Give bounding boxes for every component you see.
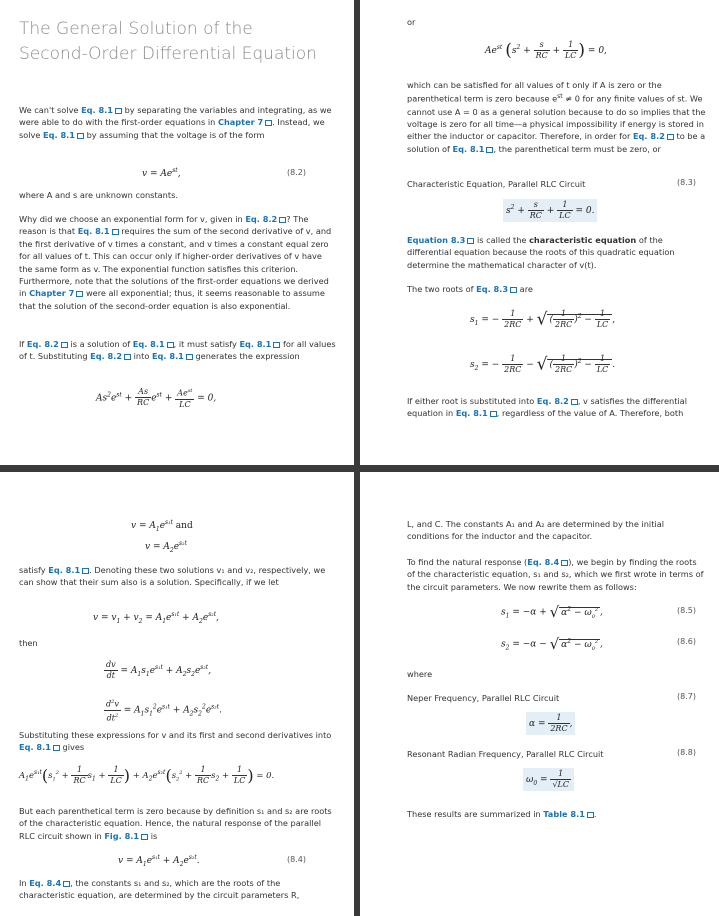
equation-caption: Neper Frequency, Parallel RLC Circuit [407, 693, 560, 703]
figure-link[interactable]: Fig. 8.1 [104, 830, 140, 841]
equation-link[interactable]: Eq. 8.1 [43, 129, 75, 140]
page-pane-2 [360, 0, 719, 465]
equation-link[interactable]: Eq. 8.1 [239, 339, 272, 349]
external-link-icon [571, 399, 578, 405]
equation-link[interactable]: Eq. 8.1 [19, 742, 51, 753]
external-link-icon [186, 354, 193, 360]
external-link-icon [76, 291, 83, 297]
equation-number: (8.4) [287, 855, 306, 864]
external-link-icon [112, 229, 119, 235]
combined-equation: $A_1e^{s_1t}(s_1^2$ + $\frac{1}{RC}$ $s_1$ + $\frac{1}{LC}$ ) + $A_2e^{s_2t}(s_2^2$ + $\frac{1}{RC}$ $s_2$ + $\frac{1}{LC}$ ) = 0. [19, 765, 275, 785]
table-link[interactable]: Table 8.1 [543, 809, 585, 819]
equation-link[interactable]: Eq. 8.2 [536, 396, 569, 406]
paragraph: or [407, 17, 416, 27]
root-s2-equation: $s_2$ = − $\frac{1}{2RC}$ − √ ( $\frac{1}{2RC}$ )$^2$ − $\frac{1}{LC}$ . [470, 354, 616, 375]
paragraph: L, and C. The constants A₁ and A₂ are determined by the initial conditions for the inductor and the capacitor. [407, 519, 664, 542]
page-pane-4 [360, 472, 719, 916]
equation-link[interactable]: Eq. 8.1 [132, 339, 165, 349]
paragraph: where [407, 669, 433, 679]
natural-response-equation: $v = A_1e^{s_1t} + A_2e^{s_2t}$. [118, 854, 200, 868]
equation-number: (8.2) [287, 168, 306, 177]
equation-number: (8.5) [677, 606, 696, 615]
paragraph: Substituting these expressions for v and its first and second derivatives into Eq. 8.1 gives [19, 730, 332, 753]
equation-8-5: $s_1 = -\alpha$ + √ $\alpha^2 - \omega_0^2$ , [501, 603, 603, 621]
chapter-link[interactable]: Chapter 7 [29, 288, 75, 299]
external-link-icon [467, 238, 474, 244]
external-link-icon [667, 134, 674, 140]
paragraph: then [19, 638, 38, 648]
paragraph: The two roots of Eq. 8.3 are [407, 284, 533, 294]
external-link-icon [587, 812, 594, 818]
external-link-icon [77, 133, 84, 139]
external-link-icon [167, 342, 174, 348]
root-s1-equation: $s_1$ = − $\frac{1}{2RC}$ + √ ( $\frac{1}{2RC}$ )$^2$ − $\frac{1}{LC}$ , [470, 309, 616, 330]
external-link-icon [273, 342, 280, 348]
equation-caption: Resonant Radian Frequency, Parallel RLC Circuit [407, 749, 604, 759]
paragraph: In Eq. 8.4 , the constants s₁ and s₂, which are the roots of the characteristic equation, are determined by the circuit parameters R, [19, 878, 300, 901]
solution-v2: $v = A_2e^{s_2t}$ [145, 540, 187, 554]
external-link-icon [115, 108, 122, 114]
equation-link[interactable]: Eq. 8.2 [632, 131, 665, 142]
external-link-icon [124, 354, 131, 360]
first-derivative: $\frac{dv}{dt}$ = $A_1s_1e^{s_1t} + A_2s_2e^{s_2t}$, [106, 660, 212, 680]
substituted-equation: $As^2e^{st}$ + $\frac{As}{RC}$ $e^{st}$ + $\frac{Ae^{st}}{LC}$ = 0, [96, 387, 217, 409]
characteristic-equation: $s^2$ + $\frac{s}{RC}$ + $\frac{1}{LC}$ = 0. [503, 199, 597, 222]
paragraph: satisfy Eq. 8.1 . Denoting these two solutions v₁ and v₂, respectively, we can show that their sum also is a solution. Specifically, if we let [19, 565, 326, 588]
equation-link[interactable]: Eq. 8.2 [245, 214, 278, 224]
equation-8-2: $v = Ae^{st}$, [142, 167, 181, 179]
paragraph: If either root is substituted into Eq. 8.2 , v satisfies the differential equation in Eq. 8.1 , regardless of the value of A. Therefore, both [407, 396, 687, 419]
equation-link[interactable]: Equation 8.3 [407, 235, 466, 245]
equation-number: (8.8) [677, 748, 696, 757]
neper-frequency-equation: α = $\frac{1}{2RC}$ , [526, 712, 575, 735]
chapter-link[interactable]: Chapter 7 [217, 117, 264, 128]
sum-solution: $v = v_1 + v_2 = A_1e^{s_1t} + A_2e^{s_2t}$, [93, 611, 219, 625]
second-derivative: $\frac{d^2v}{dt^2}$ = $A_1s_1^2e^{s_1t} + A_2s_2^2e^{s_2t}$. [106, 699, 222, 723]
equation-number: (8.6) [677, 637, 696, 646]
paragraph: If Eq. 8.2 is a solution of Eq. 8.1 , it must satisfy Eq. 8.1 for all values of t. Substituting Eq. 8.2 into Eq. 8.1 generates the expression [19, 339, 336, 362]
equation-link[interactable]: Eq. 8.1 [77, 226, 110, 237]
equation-link[interactable]: Eq. 8.1 [81, 105, 113, 115]
equation-8-6: $s_2 = -\alpha$ − √ $\alpha^2 - \omega_0^2$ , [501, 635, 603, 653]
external-link-icon [61, 342, 68, 348]
equation-link[interactable]: Eq. 8.2 [90, 351, 123, 362]
equation-link[interactable]: Eq. 8.2 [26, 339, 59, 349]
paragraph: where A and s are unknown constants. [19, 190, 178, 200]
equation-link[interactable]: Eq. 8.1 [151, 351, 184, 362]
factored-equation: $Ae^{st}$ ($s^2$ + $\frac{s}{RC}$ + $\frac{1}{LC}$ ) = 0, [485, 40, 607, 61]
equation-link[interactable]: Eq. 8.1 [455, 408, 488, 419]
paragraph: which can be satisfied for all values of t only if A is zero or the parenthetical term is zero because $e^{st} \ne 0$ for any finite values of st. We cannot use A = 0 as a general solution because to do so implies that the voltage is zero for all time—a physical impossibility if energy is stored in either the inductor or capacitor. Therefore, in order for Eq. 8.2 to be a solution of Eq. 8.1 , the parenthetical term must be zero, or [407, 80, 706, 154]
equation-link[interactable]: Eq. 8.4 [29, 878, 62, 888]
paragraph: Equation 8.3 is called the characteristic equation of the differential equation because the roots of this quadratic equation determine the mathematical character of v(t). [407, 235, 675, 270]
external-link-icon [141, 834, 148, 840]
paragraph: But each parenthetical term is zero because by definition s₁ and s₂ are roots of the characteristic equation. Hence, the natural response of the parallel RLC circuit shown in Fig. 8.1 is [19, 806, 332, 841]
paragraph: Why did we choose an exponential form for v, given in Eq. 8.2 ? The reason is that Eq. 8.1 requires the sum of the second derivative of v, and the first derivative of v times a constant, and v times a constant equal zero for all values of t. This can occur only if higher-order derivatives of v have the same form as v. The exponential function satisfies this criterion. Furthermore, note that the solutions of the first-order equations we derived in Chapter 7 were all exponential; thus, it seems reasonable to assume that the solution of the second-order equation is also exponential. [19, 214, 332, 311]
external-link-icon [53, 745, 60, 751]
paragraph: These results are summarized in Table 8.1 . [407, 809, 597, 819]
equation-link[interactable]: Eq. 8.3 [476, 284, 509, 294]
paragraph: We can't solve Eq. 8.1 by separating the variables and integrating, as we were able to do with the first-order equations in Chapter 7 . Instead, we solve Eq. 8.1 by assuming that the voltage is of the form [19, 105, 332, 140]
paragraph: To find the natural response (Eq. 8.4 ), we begin by finding the roots of the characteristic equation, s₁ and s₂, which we first wrote in terms of the circuit parameters. We now rewrite them as follows: [407, 557, 704, 592]
equation-link[interactable]: Eq. 8.1 [48, 565, 81, 575]
section-title: The General Solution of the Second-Order Differential Equation [19, 19, 317, 64]
equation-link[interactable]: Eq. 8.1 [452, 143, 485, 154]
equation-number: (8.3) [677, 178, 696, 187]
page-pane-3 [0, 472, 354, 916]
page-pane-1 [0, 0, 354, 465]
equation-number: (8.7) [677, 692, 696, 701]
external-link-icon [510, 287, 517, 293]
equation-caption: Characteristic Equation, Parallel RLC Circuit [407, 179, 586, 189]
equation-link[interactable]: Eq. 8.4 [527, 557, 560, 567]
resonant-frequency-equation: $\omega_0$ = $\frac{1}{√LC}$ [523, 768, 574, 791]
external-link-icon [490, 411, 497, 417]
solution-v1: $v = A_1e^{s_1t}$ and [131, 519, 193, 533]
